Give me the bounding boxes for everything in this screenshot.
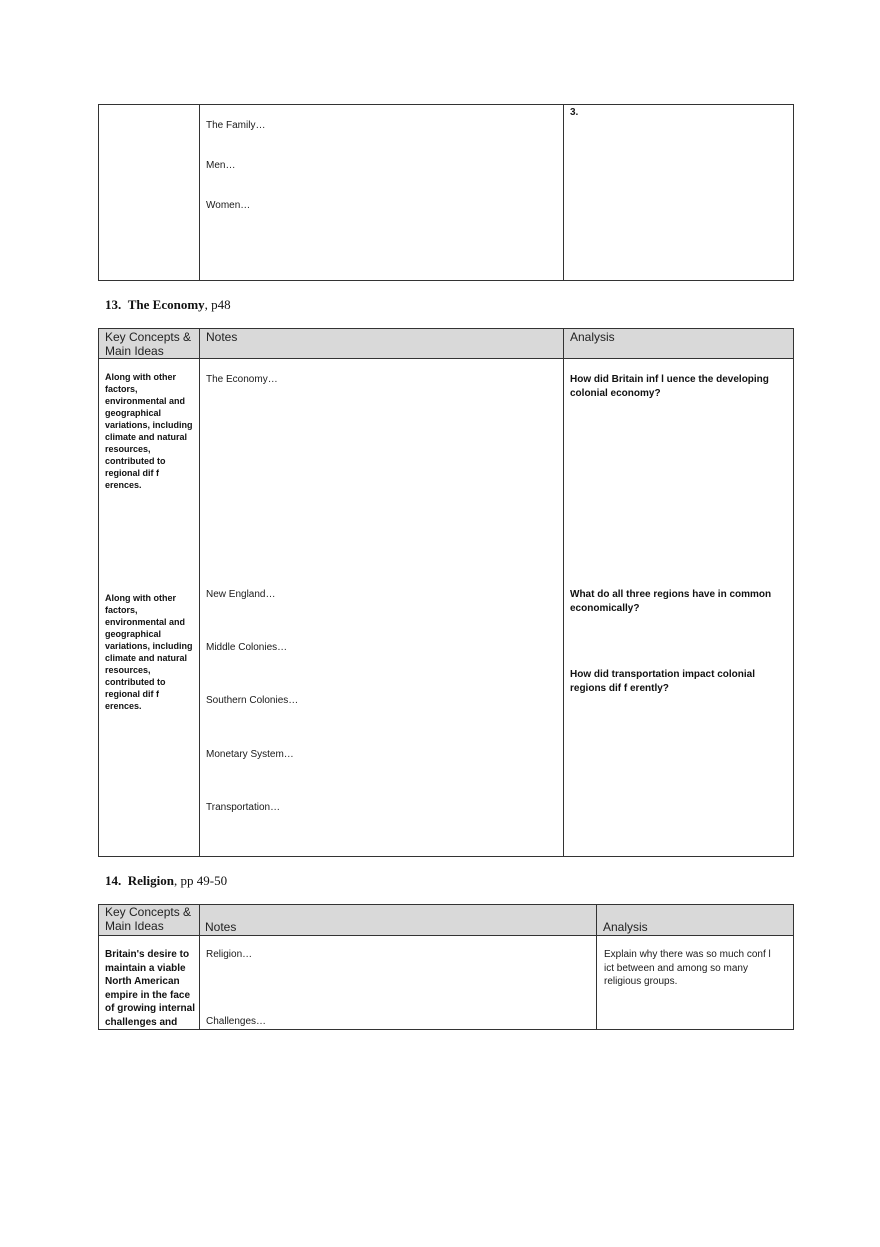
header-analysis: Analysis <box>570 330 615 344</box>
section-14-pages: , pp 49-50 <box>173 873 228 888</box>
note-southern-colonies: Southern Colonies… <box>206 695 299 706</box>
column-divider <box>199 104 200 281</box>
header-divider <box>98 935 794 936</box>
column-divider <box>199 328 200 857</box>
header-analysis: Analysis <box>603 920 648 934</box>
note-monetary-system: Monetary System… <box>206 749 294 760</box>
question-transportation-impact: How did transportation impact colonial regions dif f erently? <box>570 669 756 694</box>
question-three-regions-common: What do all three regions have in common economically? <box>570 589 772 614</box>
analysis-religious-conflict: Explain why there was so much conf l ict between and among so many religious groups. <box>604 949 771 987</box>
header-divider <box>98 358 794 359</box>
section-14-heading <box>105 873 227 889</box>
note-middle-colonies: Middle Colonies… <box>206 642 288 653</box>
header-notes: Notes <box>206 330 238 344</box>
note-the-economy: The Economy… <box>206 374 278 385</box>
section-13-pages: , p48 <box>204 297 231 312</box>
note-women: Women… <box>206 200 251 211</box>
column-divider <box>563 104 564 281</box>
key-concept-regional-differences-2: Along with other factors, environmental and geographical variations, including climate and natural resources, contributed to regional dif f erences. <box>105 593 193 711</box>
analysis-number: 3. <box>570 107 579 118</box>
section-14-number: 14. <box>105 873 122 888</box>
header-notes: Notes <box>205 920 237 934</box>
question-britain-influence: How did Britain inf l uence the developing colonial economy? <box>570 374 769 399</box>
column-divider <box>199 904 200 1030</box>
column-divider <box>596 904 597 1030</box>
key-concept-britain-empire: Britain's desire to maintain a viable North American empire in the face of growing internal challenges and <box>105 949 195 1028</box>
column-divider <box>563 328 564 857</box>
table-12-continuation <box>98 104 794 281</box>
note-men: Men… <box>206 160 236 171</box>
header-key-concepts: Key Concepts & Main Ideas <box>105 330 192 358</box>
section-13-heading <box>105 297 231 313</box>
note-challenges: Challenges… <box>206 1016 267 1027</box>
note-transportation: Transportation… <box>206 802 281 813</box>
key-concept-regional-differences-1: Along with other factors, environmental and geographical variations, including climate and natural resources, contributed to regional dif f erences. <box>105 372 193 490</box>
note-religion: Religion… <box>206 949 253 960</box>
section-13-title: The Economy <box>127 297 205 312</box>
section-14-title: Religion <box>127 873 174 888</box>
note-new-england: New England… <box>206 589 276 600</box>
section-13-number: 13. <box>105 297 122 312</box>
header-key-concepts: Key Concepts & Main Ideas <box>105 905 192 933</box>
note-the-family: The Family… <box>206 120 266 131</box>
